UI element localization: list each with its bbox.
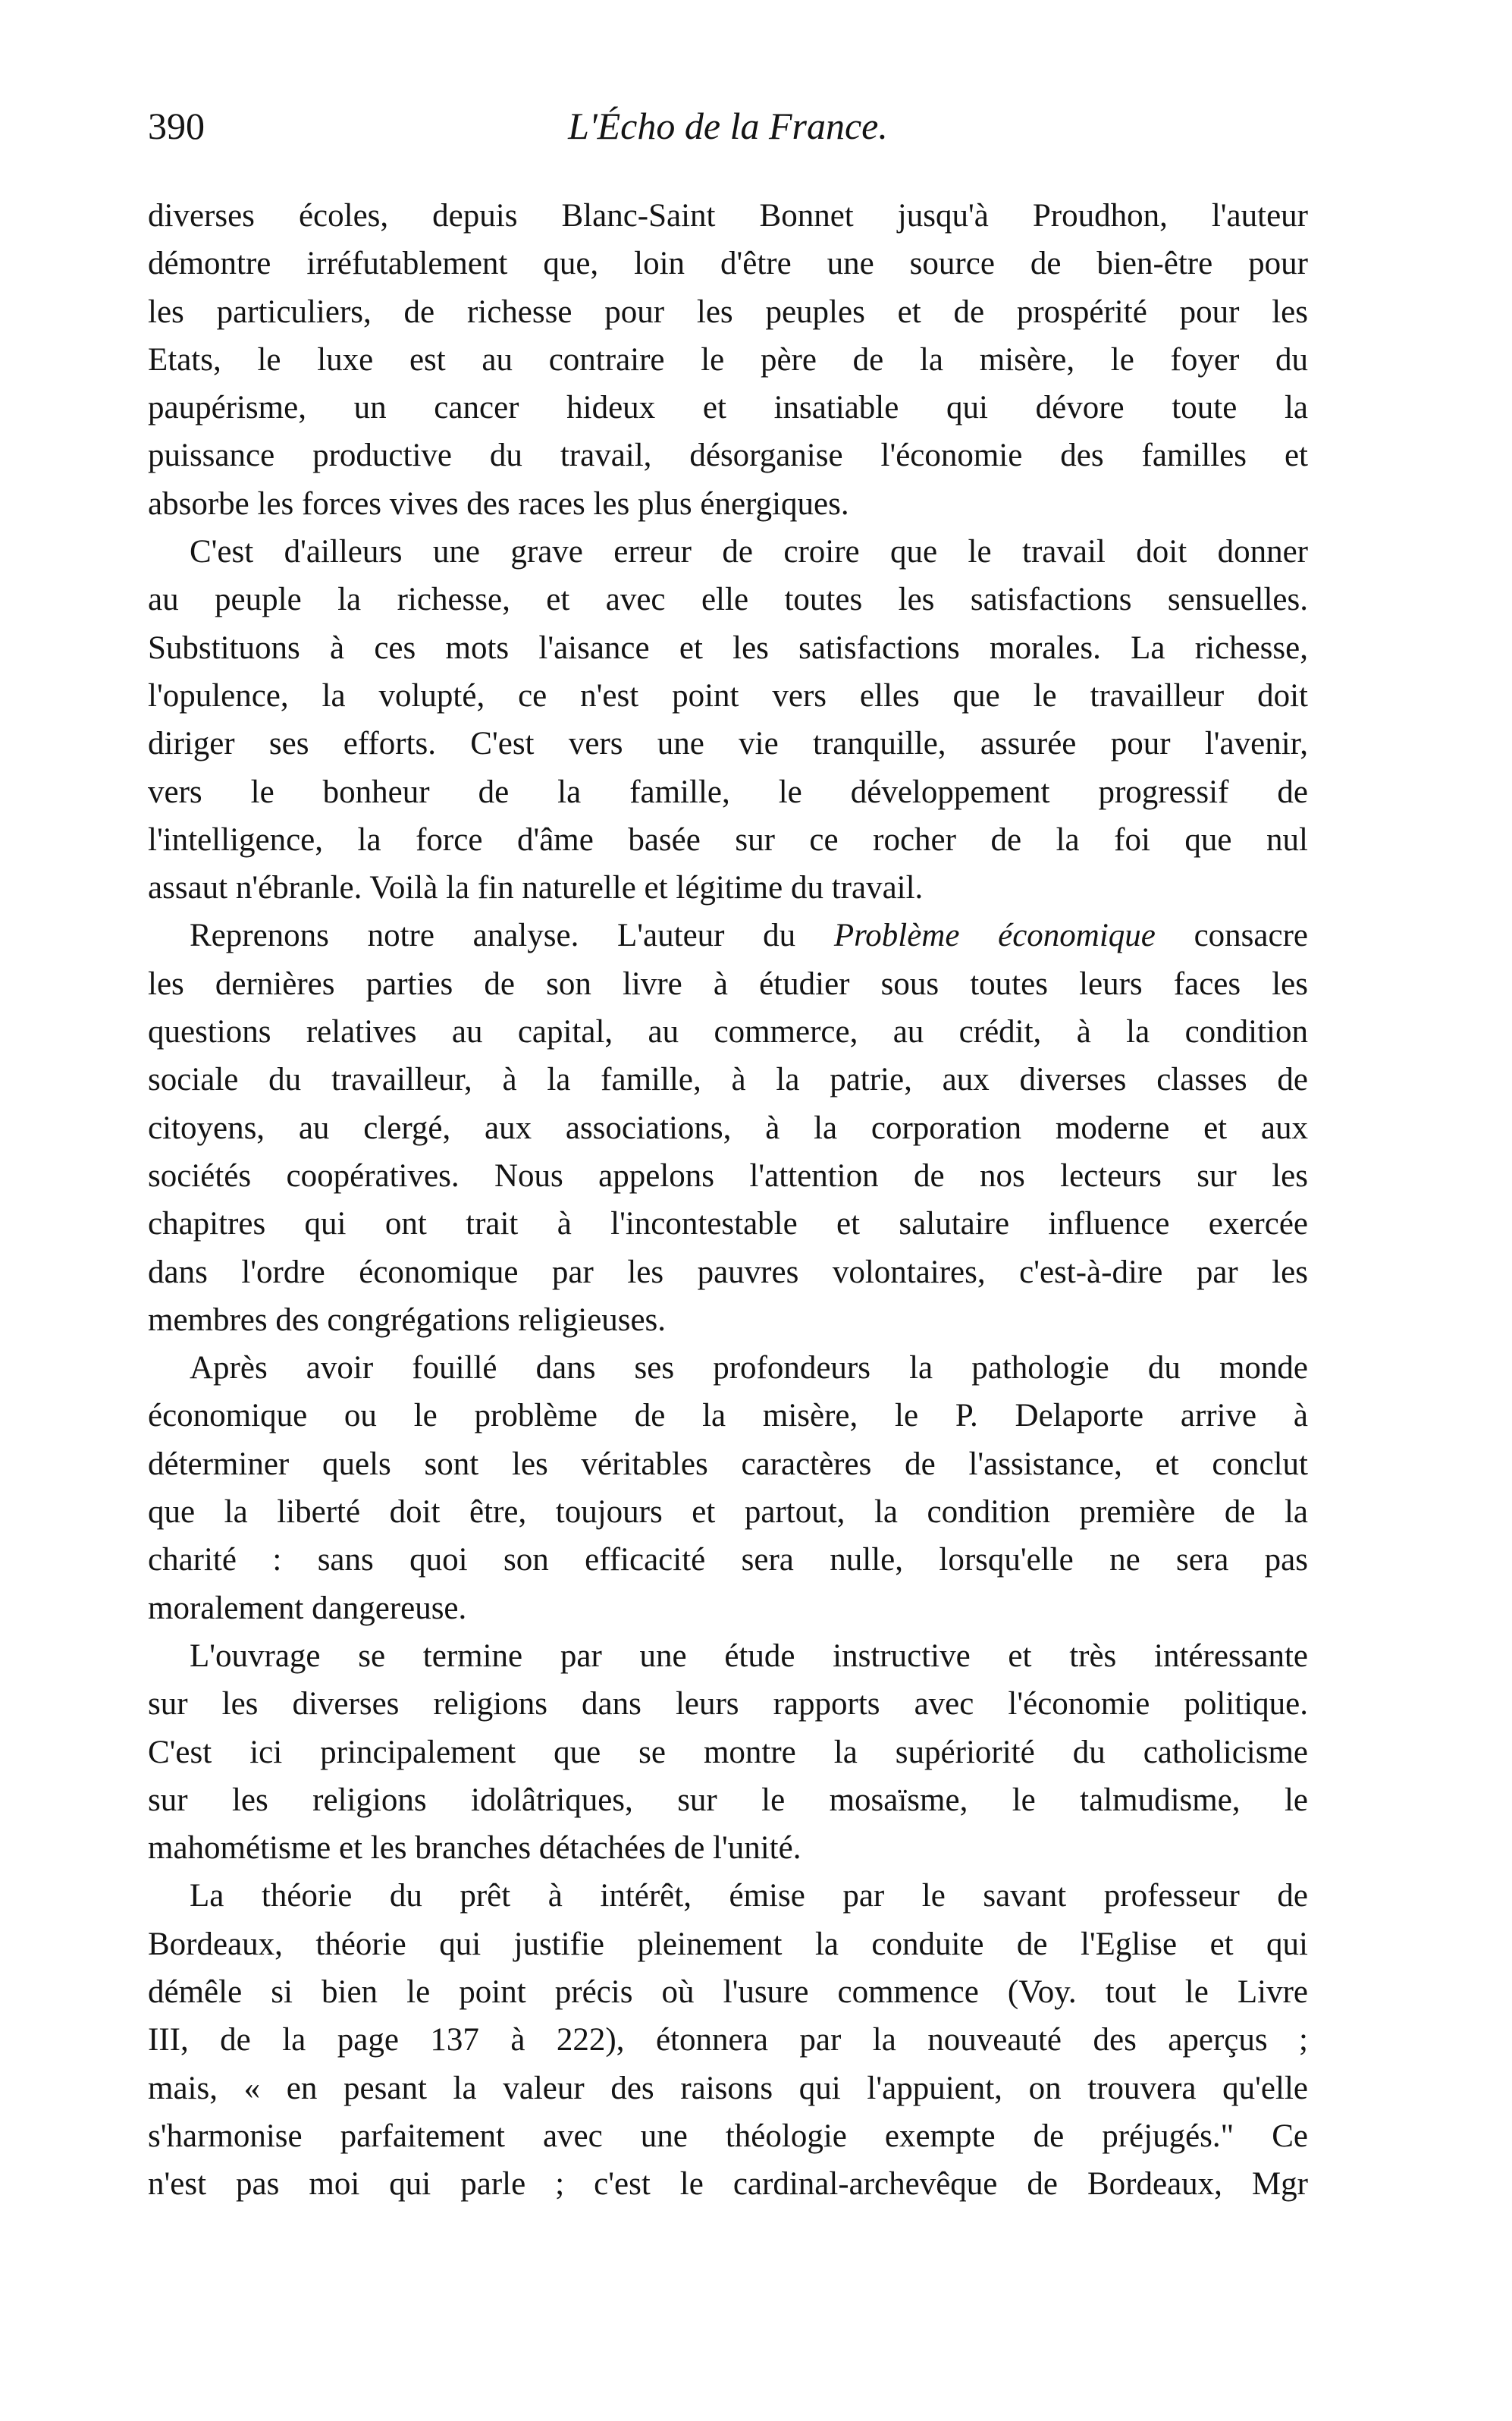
text-line: dans l'ordre économique par les pauvres volontaires, c'est-à-dire par les <box>148 1254 1308 1290</box>
text-line: diverses écoles, depuis Blanc-Saint Bonnet jusqu'à Proudhon, l'auteur <box>148 198 1308 234</box>
text-line: n'est pas moi qui parle ; c'est le cardinal-archevêque de Bordeaux, Mgr <box>148 2166 1308 2203</box>
text-line: Après avoir fouillé dans ses profondeurs la pathologie du monde <box>190 1350 1308 1386</box>
text-line: sociétés coopératives. Nous appelons l'attention de nos lecteurs sur les <box>148 1157 1308 1194</box>
paragraph <box>148 192 1308 528</box>
text-line: sociale du travailleur, à la famille, à la patrie, aux diverses classes de <box>148 1062 1308 1098</box>
text-line: s'harmonise parfaitement avec une théologie exempte de préjugés." Ce <box>148 2118 1308 2154</box>
paragraph <box>148 528 1308 912</box>
text-line: L'ouvrage se termine par une étude instructive et très intéressante <box>190 1638 1308 1674</box>
text-line: moralement dangereuse. <box>148 1590 467 1626</box>
text-line: membres des congrégations religieuses. <box>148 1302 667 1338</box>
text-line: vers le bonheur de la famille, le développement progressif de <box>148 774 1308 810</box>
book-title: Problème économique <box>833 918 1156 954</box>
text-line: diriger ses efforts. C'est vers une vie tranquille, assurée pour l'avenir, <box>148 726 1308 762</box>
text-line: démêle si bien le point précis où l'usure commence (Voy. tout le Livre <box>148 1974 1308 2010</box>
journal-title: L'Écho de la France. <box>568 105 888 147</box>
text-line: La théorie du prêt à intérêt, émise par le savant professeur de <box>190 1878 1308 1914</box>
paragraph <box>148 1632 1308 1872</box>
text-line: C'est d'ailleurs une grave erreur de croire que le travail doit donner <box>190 534 1308 570</box>
text-line: chapitres qui ont trait à l'incontestable et salutaire influence exercée <box>148 1206 1308 1242</box>
text-line: questions relatives au capital, au commerce, au crédit, à la condition <box>148 1014 1308 1050</box>
text-line: les dernières parties de son livre à étudier sous toutes leurs faces les <box>148 966 1308 1002</box>
text-line: Bordeaux, théorie qui justifie pleinement la conduite de l'Eglise et qui <box>148 1926 1308 1962</box>
text-line: sur les religions idolâtriques, sur le mosaïsme, le talmudisme, le <box>148 1782 1308 1818</box>
text-line: Etats, le luxe est au contraire le père de la misère, le foyer du <box>148 341 1308 378</box>
text-line <box>148 912 1308 959</box>
text-line: citoyens, au clergé, aux associations, à la corporation moderne et aux <box>148 1110 1308 1146</box>
text-span: Reprenons notre analyse. L'auteur du <box>190 918 834 954</box>
text-line: les particuliers, de richesse pour les peuples et de prospérité pour les <box>148 294 1308 330</box>
text-line: mais, « en pesant la valeur des raisons qui l'appuient, on trouvera qu'elle <box>148 2070 1308 2106</box>
text-line: C'est ici principalement que se montre la supériorité du catholicisme <box>148 1734 1308 1770</box>
page-number: 390 <box>148 105 205 147</box>
running-head <box>148 96 1308 156</box>
paragraph <box>148 1872 1308 2208</box>
text-line: mahométisme et les branches détachées de l'unité. <box>148 1830 801 1867</box>
text-line: sur les diverses religions dans leurs rapports avec l'économie politique. <box>148 1686 1308 1722</box>
text-line: l'intelligence, la force d'âme basée sur ce rocher de la foi que nul <box>148 821 1308 858</box>
text-line: démontre irréfutablement que, loin d'être une source de bien-être pour <box>148 246 1308 282</box>
text-line: que la liberté doit être, toujours et partout, la condition première de la <box>148 1494 1308 1531</box>
text-line: l'opulence, la volupté, ce n'est point vers elles que le travailleur doit <box>148 677 1308 714</box>
text-line: absorbe les forces vives des races les plus énergiques. <box>148 485 849 522</box>
text-line: puissance productive du travail, désorganise l'économie des familles et <box>148 438 1308 474</box>
text-line: déterminer quels sont les véritables caractères de l'assistance, et conclut <box>148 1446 1308 1482</box>
text-line: III, de la page 137 à 222), étonnera par la nouveauté des aperçus ; <box>148 2022 1308 2058</box>
text-line: assaut n'ébranle. Voilà la fin naturelle et légitime du travail. <box>148 870 924 906</box>
paragraph <box>148 912 1308 1344</box>
text-line: charité : sans quoi son efficacité sera nulle, lorsqu'elle ne sera pas <box>148 1542 1308 1578</box>
text-span: consacre <box>1155 918 1308 954</box>
text-line: Substituons à ces mots l'aisance et les satisfactions morales. La richesse, <box>148 630 1308 666</box>
paragraph <box>148 1344 1308 1632</box>
text-line: au peuple la richesse, et avec elle toutes les satisfactions sensuelles. <box>148 582 1308 618</box>
text-line: économique ou le problème de la misère, le P. Delaporte arrive à <box>148 1398 1308 1434</box>
text-line: paupérisme, un cancer hideux et insatiable qui dévore toute la <box>148 390 1308 426</box>
body-text <box>148 192 1308 2208</box>
